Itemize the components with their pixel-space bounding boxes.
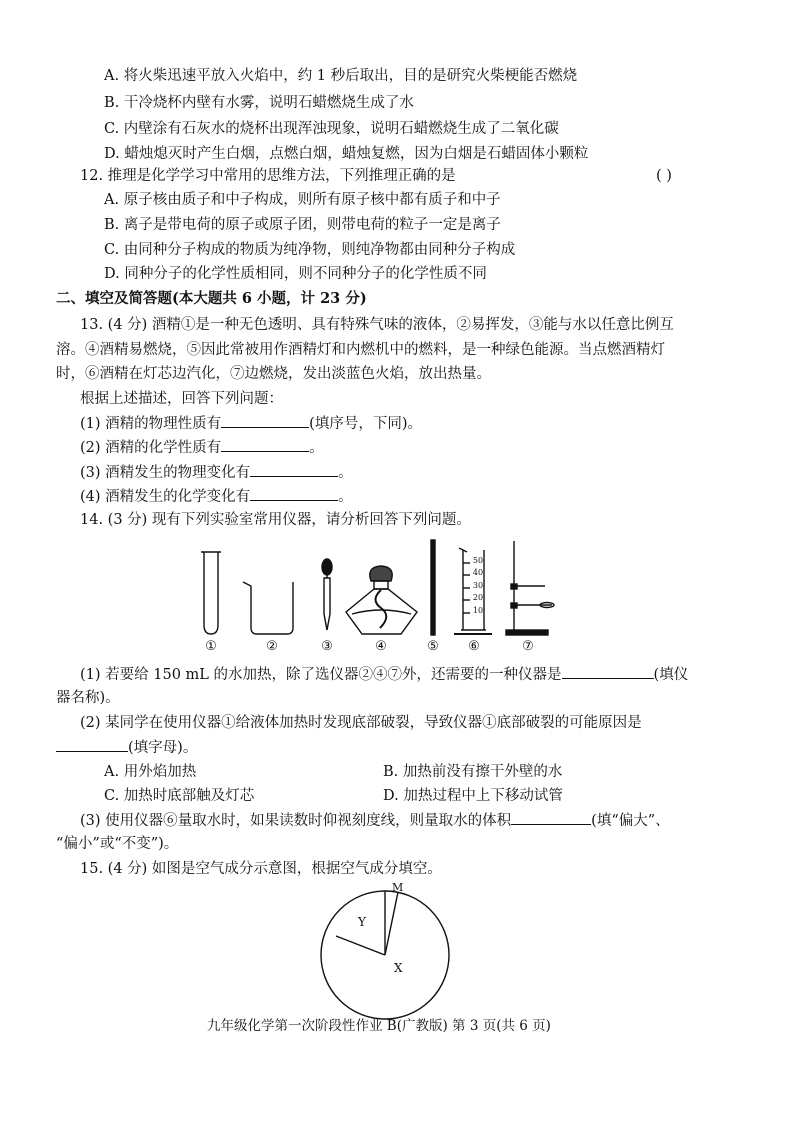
pie-label-m: M bbox=[392, 881, 404, 894]
q14-option-b: B. 加热前没有擦干外壁的水 bbox=[383, 764, 563, 780]
q13-intro: 根据上述描述，回答下列问题： bbox=[80, 391, 283, 407]
q14-sub-1-hint: (填仪 bbox=[653, 667, 689, 683]
q14-sub-2-text: (2) 某同学在使用仪器①给液体加热时发现底部破裂，导致仪器①底部破裂的可能原因是 bbox=[80, 715, 642, 731]
q13-sub-4-end: 。 bbox=[338, 489, 353, 505]
section-2-title: 二、填空及简答题(本大题共 6 小题，计 23 分) bbox=[56, 290, 367, 307]
q13-sub-1-text: (1) 酒精的物理性质有 bbox=[80, 416, 222, 432]
q15-stem: 15. (4 分) 如图是空气成分示意图，根据空气成分填空。 bbox=[80, 861, 442, 877]
q14-option-a: A. 用外焰加热 bbox=[104, 764, 197, 780]
q12-option-a: A. 原子核由质子和中子构成，则所有原子核中都有质子和中子 bbox=[104, 192, 501, 208]
q14-sub-1-text: (1) 若要给 150 mL 的水加热，除了选仪器②④⑦外，还需要的一种仪器是 bbox=[80, 667, 562, 683]
q14-sub-3-cont: “偏小”或“不变”)。 bbox=[56, 836, 179, 852]
instrument-label-7: ⑦ bbox=[522, 639, 534, 654]
pie-divider-y bbox=[336, 936, 385, 955]
q14-sub-3-hint: (填“偏大”、 bbox=[591, 813, 670, 829]
page-footer: 九年级化学第一次阶段性作业 B(广教版) 第 3 页(共 6 页) bbox=[207, 1018, 551, 1034]
cylinder-tick-30: 30 bbox=[472, 581, 484, 590]
q13-sub-1-hint: (填序号，下同)。 bbox=[309, 416, 422, 432]
q13-para-line-3: 时，⑥酒精在灯芯边汽化，⑦边燃烧，发出淡蓝色火焰，放出热量。 bbox=[56, 366, 491, 382]
q11-option-b: B. 干冷烧杯内壁有水雾，说明石蜡燃烧生成了水 bbox=[104, 95, 414, 111]
q14-option-d: D. 加热过程中上下移动试管 bbox=[383, 788, 563, 804]
q13-sub-3-end: 。 bbox=[338, 465, 353, 481]
q12-stem: 12. 推理是化学学习中常用的思维方法，下列推理正确的是 bbox=[80, 168, 456, 184]
cylinder-tick-10: 10 bbox=[472, 606, 484, 615]
q13-sub-4-text: (4) 酒精发生的化学变化有 bbox=[80, 489, 251, 505]
q13-sub-2-text: (2) 酒精的化学性质有 bbox=[80, 440, 222, 456]
q13-sub-2-end: 。 bbox=[309, 440, 324, 456]
q14-option-c: C. 加热时底部触及灯芯 bbox=[104, 788, 255, 804]
q12-option-b: B. 离子是带电荷的原子或原子团，则带电荷的粒子一定是离子 bbox=[104, 217, 501, 233]
pie-label-y: Y bbox=[358, 915, 366, 929]
q14-sub-3-text: (3) 使用仪器⑥量取水时，如果读数时仰视刻度线，则量取水的体积 bbox=[80, 813, 512, 829]
q14-sub-1-cont: 器名称)。 bbox=[56, 690, 120, 706]
instrument-label-2: ② bbox=[266, 639, 278, 654]
cylinder-tick-20: 20 bbox=[472, 593, 484, 602]
cylinder-tick-40: 40 bbox=[472, 568, 484, 577]
q12-option-c: C. 由同种分子构成的物质为纯净物，则纯净物都由同种分子构成 bbox=[104, 242, 516, 258]
q13-para-line-2: 溶。④酒精易燃烧，⑤因此常被用作酒精灯和内燃机中的燃料，是一种绿色能源。当点燃酒精灯 bbox=[56, 342, 665, 358]
q12-option-d: D. 同种分子的化学性质相同，则不同种分子的化学性质不同 bbox=[104, 266, 487, 282]
instrument-label-3: ③ bbox=[321, 639, 333, 654]
q14-stem: 14. (3 分) 现有下列实验室常用仪器，请分析回答下列问题。 bbox=[80, 512, 471, 528]
q11-option-c: C. 内壁涂有石灰水的烧杯出现浑浊现象，说明石蜡燃烧生成了二氧化碳 bbox=[104, 121, 559, 137]
q11-option-a: A. 将火柴迅速平放入火焰中，约 1 秒后取出，目的是研究火柴梗能否燃烧 bbox=[104, 68, 578, 84]
instrument-label-6: ⑥ bbox=[468, 639, 480, 654]
cylinder-tick-50: 50 bbox=[472, 556, 484, 565]
q12-answer-paren: ( ) bbox=[656, 168, 672, 184]
instrument-label-5: ⑤ bbox=[427, 639, 439, 654]
q14-sub-2-hint: (填字母)。 bbox=[128, 740, 198, 756]
q11-option-d: D. 蜡烛熄灭时产生白烟，点燃白烟，蜡烛复燃，因为白烟是石蜡固体小颗粒 bbox=[104, 146, 589, 162]
instrument-label-4: ④ bbox=[375, 639, 387, 654]
instrument-label-1: ① bbox=[205, 639, 217, 654]
q13-para-line-1: 13. (4 分) 酒精①是一种无色透明、具有特殊气味的液体，②易挥发，③能与水以任意比例互 bbox=[80, 317, 674, 333]
pie-divider-m bbox=[385, 892, 398, 955]
q13-sub-3-text: (3) 酒精发生的物理变化有 bbox=[80, 465, 251, 481]
pie-label-x: X bbox=[394, 961, 403, 975]
